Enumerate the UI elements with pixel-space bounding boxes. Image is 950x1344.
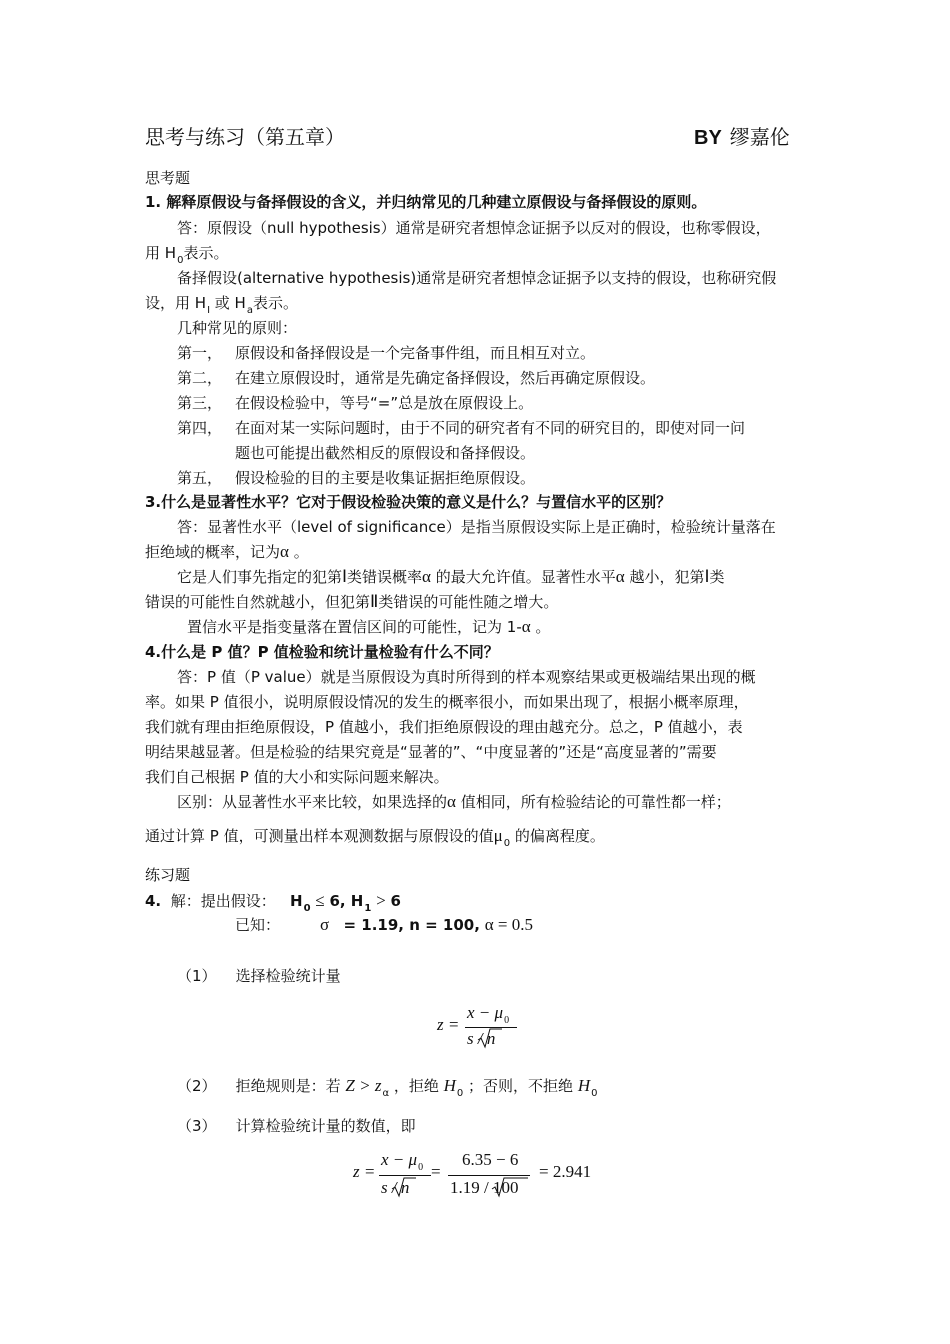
formula2-numerator2: 6.35 − 6 [462,1150,519,1169]
page-title: 思考与练习（第五章） [145,125,345,149]
formula2-result: = 2.941 [539,1162,592,1181]
principle-text: 在面对某一实际问题时，由于不同的研究者有不同的研究目的，即使对同一问 [235,419,746,437]
principle-number: 第一， [177,344,223,362]
formula1-lhs: z = [437,1015,460,1034]
formula2-equals: = [431,1162,441,1181]
author-line [694,124,790,151]
step3-text: 计算检验统计量的数值，即 [235,1117,416,1135]
z-alpha-subscript: α [382,1088,390,1099]
step2-text: 拒绝规则是：若 [235,1077,346,1095]
formula2-mu-subscript: 0 [418,1162,424,1173]
q3-confidence-text: 置信水平是指变量落在置信区间的可能性，记为 1- [187,618,522,636]
section-thinking: 思考题 [145,169,191,187]
q3-explain-part: 类错误的可能性随之增大。 [378,593,559,611]
step2-mid2: ；否则，不拒绝 [468,1077,578,1095]
known-label: 已知： [235,916,281,934]
q4-answer-line: 明结果越显著。但是检验的结果究竟是“显著的”、“中度显著的”还是“高度显著的”需要 [145,743,717,761]
q4-difference-text: 区别：从显著性水平来比较，如果选择的 [177,793,448,811]
step1-text: 选择检验统计量 [235,967,341,985]
q4-difference2-text: 通过计算 P 值，可测量出样本观测数据与原假设的值 [145,827,494,845]
alpha-symbol: α [422,567,431,586]
sqrt-sign [491,1176,529,1198]
h1-value: 6 [390,892,401,910]
principle-number: 第二， [177,369,223,387]
principle-text: 假设检验的目的主要是收集证据拒绝原假设。 [235,469,536,487]
q3-confidence-tail: 。 [530,618,551,636]
roman-two: Ⅱ [370,592,379,611]
q3-explain-part: 类 [709,568,725,586]
q1-alt-line2-mid: 或 H [210,294,246,312]
ex4-known-line [235,915,533,935]
q3-explain-line1 [177,567,724,587]
q4-answer-line: 率。如果 P 值很小，说明原假设情况的发生的概率很小，而如果出现了，根据小概率原理， [145,693,749,711]
q3-explain-part: 越小，犯第 [624,568,705,586]
mu-symbol: μ [493,826,503,845]
ex4-hypothesis-line [145,891,401,914]
h0-label: H [290,892,303,910]
h0-value: 6, H [329,892,364,910]
q3-confidence-line [187,617,550,637]
ex4-head-text: 解：提出假设： [170,892,276,910]
q3-answer-line2 [145,542,309,562]
alpha-value: α = 0.5 [484,915,533,934]
sqrt-sign [477,1027,503,1049]
principle-text: 题也可能提出截然相反的原假设和备择假设。 [235,444,536,462]
q3-explain-part: 错误的可能性自然就越小，但犯第 [145,593,371,611]
h-symbol: H [577,1076,591,1095]
principle-number: 第三， [177,394,223,412]
principle-text: 在假设检验中，等号“=”总是放在原假设上。 [235,394,534,412]
q3-explain-part: 类错误概率 [347,568,423,586]
principle-text: 原假设和备择假设是一个完备事件组，而且相互对立。 [235,344,596,362]
h-subscript: 0 [456,1088,464,1099]
formula-test-statistic [437,1003,537,1051]
leq-symbol: ≤ [315,891,325,910]
step3 [177,1116,416,1136]
q4-difference-line2 [145,826,605,849]
formula1-numerator-text: x − μ [467,1003,504,1022]
step2-condition: Z > z [345,1076,382,1095]
q1-answer-line2-text: 用 H [145,244,177,262]
formula1-denominator: s / n [467,1029,496,1048]
q4-answer-line: 我们自己根据 P 值的大小和实际问题来解决。 [145,768,449,786]
q3-explain-line2 [145,592,558,612]
h-symbol: H [443,1076,456,1095]
h1-subscript: 1 [364,903,372,914]
q1-answer-line2-tail: 表示。 [183,244,229,262]
q1-answer-line2 [145,243,228,266]
h1-subscript: I [207,305,211,316]
alpha-symbol: α [521,617,531,636]
roman-one: Ⅰ [704,567,710,586]
principles-label: 几种常见的原则： [177,319,298,337]
q1-question: 1. 解释原假设与备择假设的含义，并归纳常见的几种建立原假设与备择假设的原则。 [145,193,707,211]
q3-answer-line2-text: 拒绝域的概率，记为 [145,543,281,561]
q1-alt-line1: 备择假设(alternative hypothesis)通常是研究者想悼念证据予以支持的假设，也称研究假 [177,269,777,287]
formula-computed-value [353,1150,613,1198]
q3-answer-line2-tail: 。 [288,543,309,561]
q4-answer-line: 答：P 值（P value）就是当原假设为真时所得到的样本观察结果或更极端结果出现的概 [177,668,756,686]
by-label: BY [694,127,722,149]
q3-answer-line1: 答：显著性水平（level of significance）是指当原假设实际上是正确时，检验统计量落在 [177,518,776,536]
formula2-denominator: s / n [381,1178,410,1197]
principle-number: 第五， [177,469,223,487]
step3-number: （3） [177,1117,217,1135]
step1-number: （1） [177,967,217,985]
gt-symbol: > [376,891,386,910]
q3-explain-part: 它是人们事先指定的犯第 [177,568,343,586]
h0-subscript: 0 [177,255,184,266]
q4-difference-tail: 值相同，所有检验结论的可靠性都一样； [455,793,731,811]
q4-difference2-tail: 的偏离程度。 [510,827,605,845]
formula2-numerator-text: x − μ [381,1150,418,1169]
ha-subscript: a [246,305,253,316]
author-name: 缪嘉伦 [729,125,790,149]
formula2-lhs: z = [353,1162,376,1181]
q1-alt-line2-text: 设，用 H [145,294,207,312]
h0-subscript: 0 [303,903,311,914]
section-exercise: 练习题 [145,866,191,884]
principle-number: 第四， [177,419,223,437]
q1-answer-line1: 答：原假设（null hypothesis）通常是研究者想悼念证据予以反对的假设，也称零假设， [177,219,771,237]
formula1-numerator [467,1003,510,1026]
formula2-numerator [381,1150,424,1173]
step1 [177,966,341,986]
alpha-symbol: α [615,567,625,586]
q3-explain-part: 的最大允许值。显著性水平 [430,568,616,586]
sigma-symbol: σ [320,915,330,934]
q3-question: 3.什么是显著性水平？它对于假设检验决策的意义是什么？与置信水平的区别？ [145,493,672,511]
roman-one: Ⅰ [342,567,348,586]
step2 [177,1076,597,1099]
mu-subscript: 0 [503,838,511,849]
alpha-symbol: α [447,792,456,811]
q4-answer-line: 我们就有理由拒绝原假设，P 值越小，我们拒绝原假设的理由越充分。总之，P 值越小，表 [145,718,743,736]
known-values: = 1.19, n = 100, [343,916,480,934]
q1-alt-line2-tail: 表示。 [252,294,298,312]
h-subscript: 0 [591,1088,598,1099]
formula2-denominator2: 1.19 / 100 [450,1178,519,1197]
principle-text: 在建立原假设时，通常是先确定备择假设，然后再确定原假设。 [235,369,656,387]
q4-difference-line1 [177,792,731,812]
ex4-number: 4. [145,892,162,910]
q4-question: 4.什么是 P 值？P 值检验和统计量检验有什么不同？ [145,643,499,661]
step2-mid: ，拒绝 [393,1077,444,1095]
alpha-symbol: α [280,542,289,561]
q1-alt-line2 [145,293,298,316]
formula1-mu-subscript: 0 [504,1015,510,1026]
step2-number: （2） [177,1077,217,1095]
sqrt-sign [391,1176,417,1198]
